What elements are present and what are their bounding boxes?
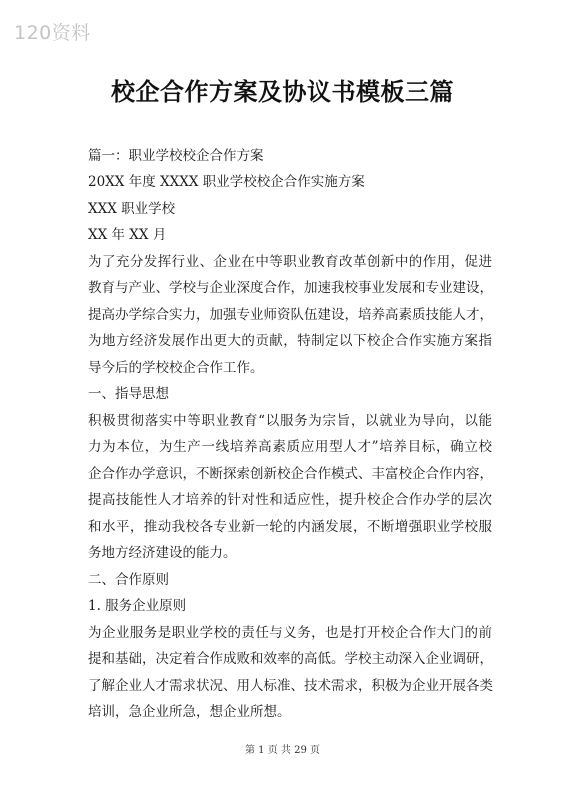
date-line: XX 年 XX 月 (88, 227, 167, 243)
paragraph-line: 培训，急企业所急，想企业所想。 (88, 704, 291, 720)
paragraph-line: 积极贯彻落实中等职业教育“以服务为宗旨，以就业为导向，以能 (88, 412, 492, 429)
subsection-heading: 1. 服务企业原则 (88, 598, 187, 614)
watermark-logo: 120资料 (14, 22, 91, 44)
paragraph-line: 务地方经济建设的能力。 (88, 545, 237, 561)
section-heading: 篇一：职业学校校企合作方案 (88, 148, 264, 164)
paragraph-line: 提和基础，决定着合作成败和效率的高低。学校主动深入企业调研， (88, 651, 493, 667)
paragraph-line: 提高办学综合实力，加强专业师资队伍建设，培养高素质技能人才， (88, 306, 493, 323)
paragraph-line: 提高技能性人才培养的针对性和适应性，提升校企合作办学的层次 (88, 492, 492, 508)
paragraph-line: 导今后的学校校企合作工作。 (88, 359, 264, 376)
section-heading: 一、指导思想 (88, 386, 169, 402)
paragraph-line: 力为本位，为生产一线培养高素质应用型人才”培养目标，确立校 (88, 439, 492, 455)
paragraph-line: 为地方经济发展作出更大的贡献，特制定以下校企合作实施方案指 (88, 333, 492, 349)
page-number: 第 1 页 共 29 页 (245, 745, 320, 756)
paragraph-line: 为了充分发挥行业、企业在中等职业教育改革创新中的作用，促进 (88, 253, 492, 270)
paragraph-line: 企合作办学意识，不断探索创新校企合作模式、丰富校企合作内容， (88, 465, 493, 482)
paragraph-line: 和水平，推动我校各专业新一轮的内涵发展，不断增强职业学校服 (88, 518, 492, 535)
document-title: 校企合作方案及协议书模板三篇 (111, 78, 454, 106)
school-name-line: XXX 职业学校 (88, 200, 176, 217)
paragraph-line: 了解企业人才需求状况、用人标准、技术需求，积极为企业开展各类 (88, 677, 493, 694)
paragraph-line: 为企业服务是职业学校的责任与义务，也是打开校企合作大门的前 (88, 624, 492, 641)
paragraph-line: 教育与产业、学校与企业深度合作，加速我校事业发展和专业建设， (88, 280, 493, 296)
section-heading: 二、合作原则 (88, 571, 169, 588)
document-body (88, 143, 492, 726)
plan-title-line: 20XX 年度 XXXX 职业学校校企合作实施方案 (88, 174, 365, 190)
